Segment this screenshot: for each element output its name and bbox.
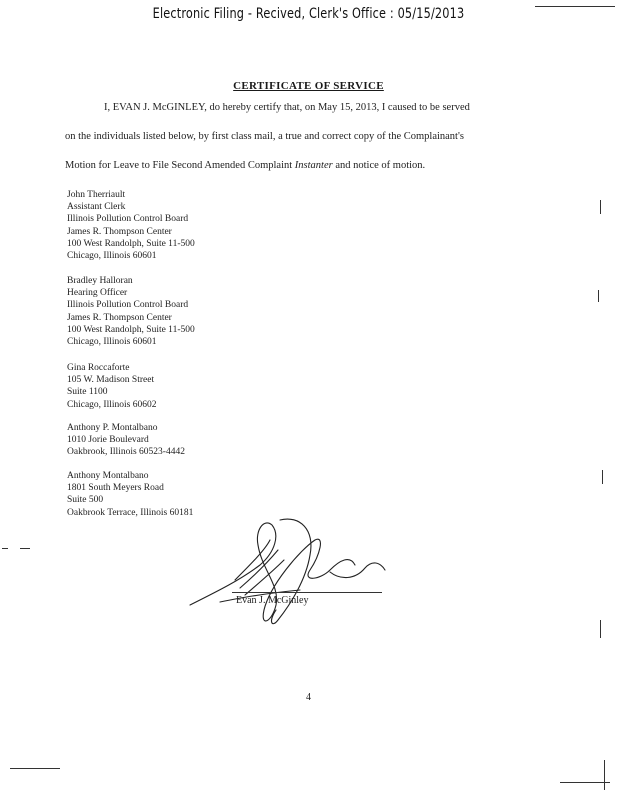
recipient-block <box>67 275 195 348</box>
scan-mark <box>10 768 60 769</box>
scan-mark <box>604 760 605 790</box>
recipient-line: Oakbrook Terrace, Illinois 60181 <box>67 507 194 518</box>
instanter-word: Instanter <box>294 160 333 171</box>
recipient-line: Illinois Pollution Control Board <box>67 214 189 225</box>
recipient-line: Chicago, Illinois 60601 <box>67 337 157 348</box>
certification-line-3-start: Motion for Leave to File Second Amended Complaint <box>65 160 295 171</box>
recipient-line: 105 W. Madison Street <box>67 375 155 386</box>
recipient-line: Suite 1100 <box>67 387 108 398</box>
scan-mark <box>600 200 601 214</box>
recipient-name: Anthony Montalbano <box>67 471 149 481</box>
recipient-line: 1801 South Meyers Road <box>67 483 164 494</box>
electronic-filing-stamp: Electronic Filing - Recived, Clerk's Office : 05/15/2013 <box>152 6 465 22</box>
recipient-name: John Therriault <box>67 190 126 200</box>
recipient-line: 100 West Randolph, Suite 11-500 <box>67 238 195 249</box>
recipient-name: Gina Roccaforte <box>67 363 130 373</box>
recipient-line: Hearing Officer <box>67 288 128 299</box>
recipient-line: Assistant Clerk <box>67 202 126 213</box>
recipient-block <box>67 470 193 519</box>
recipient-block <box>67 422 185 459</box>
signature-line <box>232 592 382 593</box>
recipient-name: Anthony P. Montalbano <box>67 423 158 433</box>
scan-mark <box>2 548 8 549</box>
scan-mark <box>535 6 615 7</box>
certification-line-3-end: and notice of motion. <box>332 160 426 171</box>
recipient-line: 1010 Jorie Boulevard <box>67 435 149 446</box>
scan-mark <box>600 620 601 638</box>
recipient-line: 100 West Randolph, Suite 11-500 <box>67 324 195 335</box>
recipient-line: Chicago, Illinois 60602 <box>67 399 157 410</box>
certification-line-3 <box>65 160 425 171</box>
certification-line-1: I, EVAN J. McGINLEY, do hereby certify that, on May 15, 2013, I caused to be served <box>104 102 470 113</box>
recipient-line: James R. Thompson Center <box>67 226 172 237</box>
scan-mark <box>602 470 603 484</box>
recipient-line: Chicago, Illinois 60601 <box>67 251 157 262</box>
recipient-line: Illinois Pollution Control Board <box>67 300 189 311</box>
scan-mark <box>560 782 610 783</box>
scan-mark <box>598 290 599 302</box>
handwritten-signature <box>180 510 390 635</box>
recipient-block <box>67 362 156 411</box>
scan-mark <box>20 548 30 549</box>
recipient-name: Bradley Halloran <box>67 276 133 286</box>
signer-name: Evan J. McGinley <box>236 595 309 606</box>
recipient-line: Oakbrook, Illinois 60523-4442 <box>67 447 185 458</box>
certification-line-2: on the individuals listed below, by first class mail, a true and correct copy of the Complainant's <box>65 131 464 142</box>
certificate-title: CERTIFICATE OF SERVICE <box>233 80 384 92</box>
recipient-line: James R. Thompson Center <box>67 312 172 323</box>
recipient-line: Suite 500 <box>67 495 104 506</box>
page-number: 4 <box>306 692 311 703</box>
recipient-block <box>67 189 195 262</box>
